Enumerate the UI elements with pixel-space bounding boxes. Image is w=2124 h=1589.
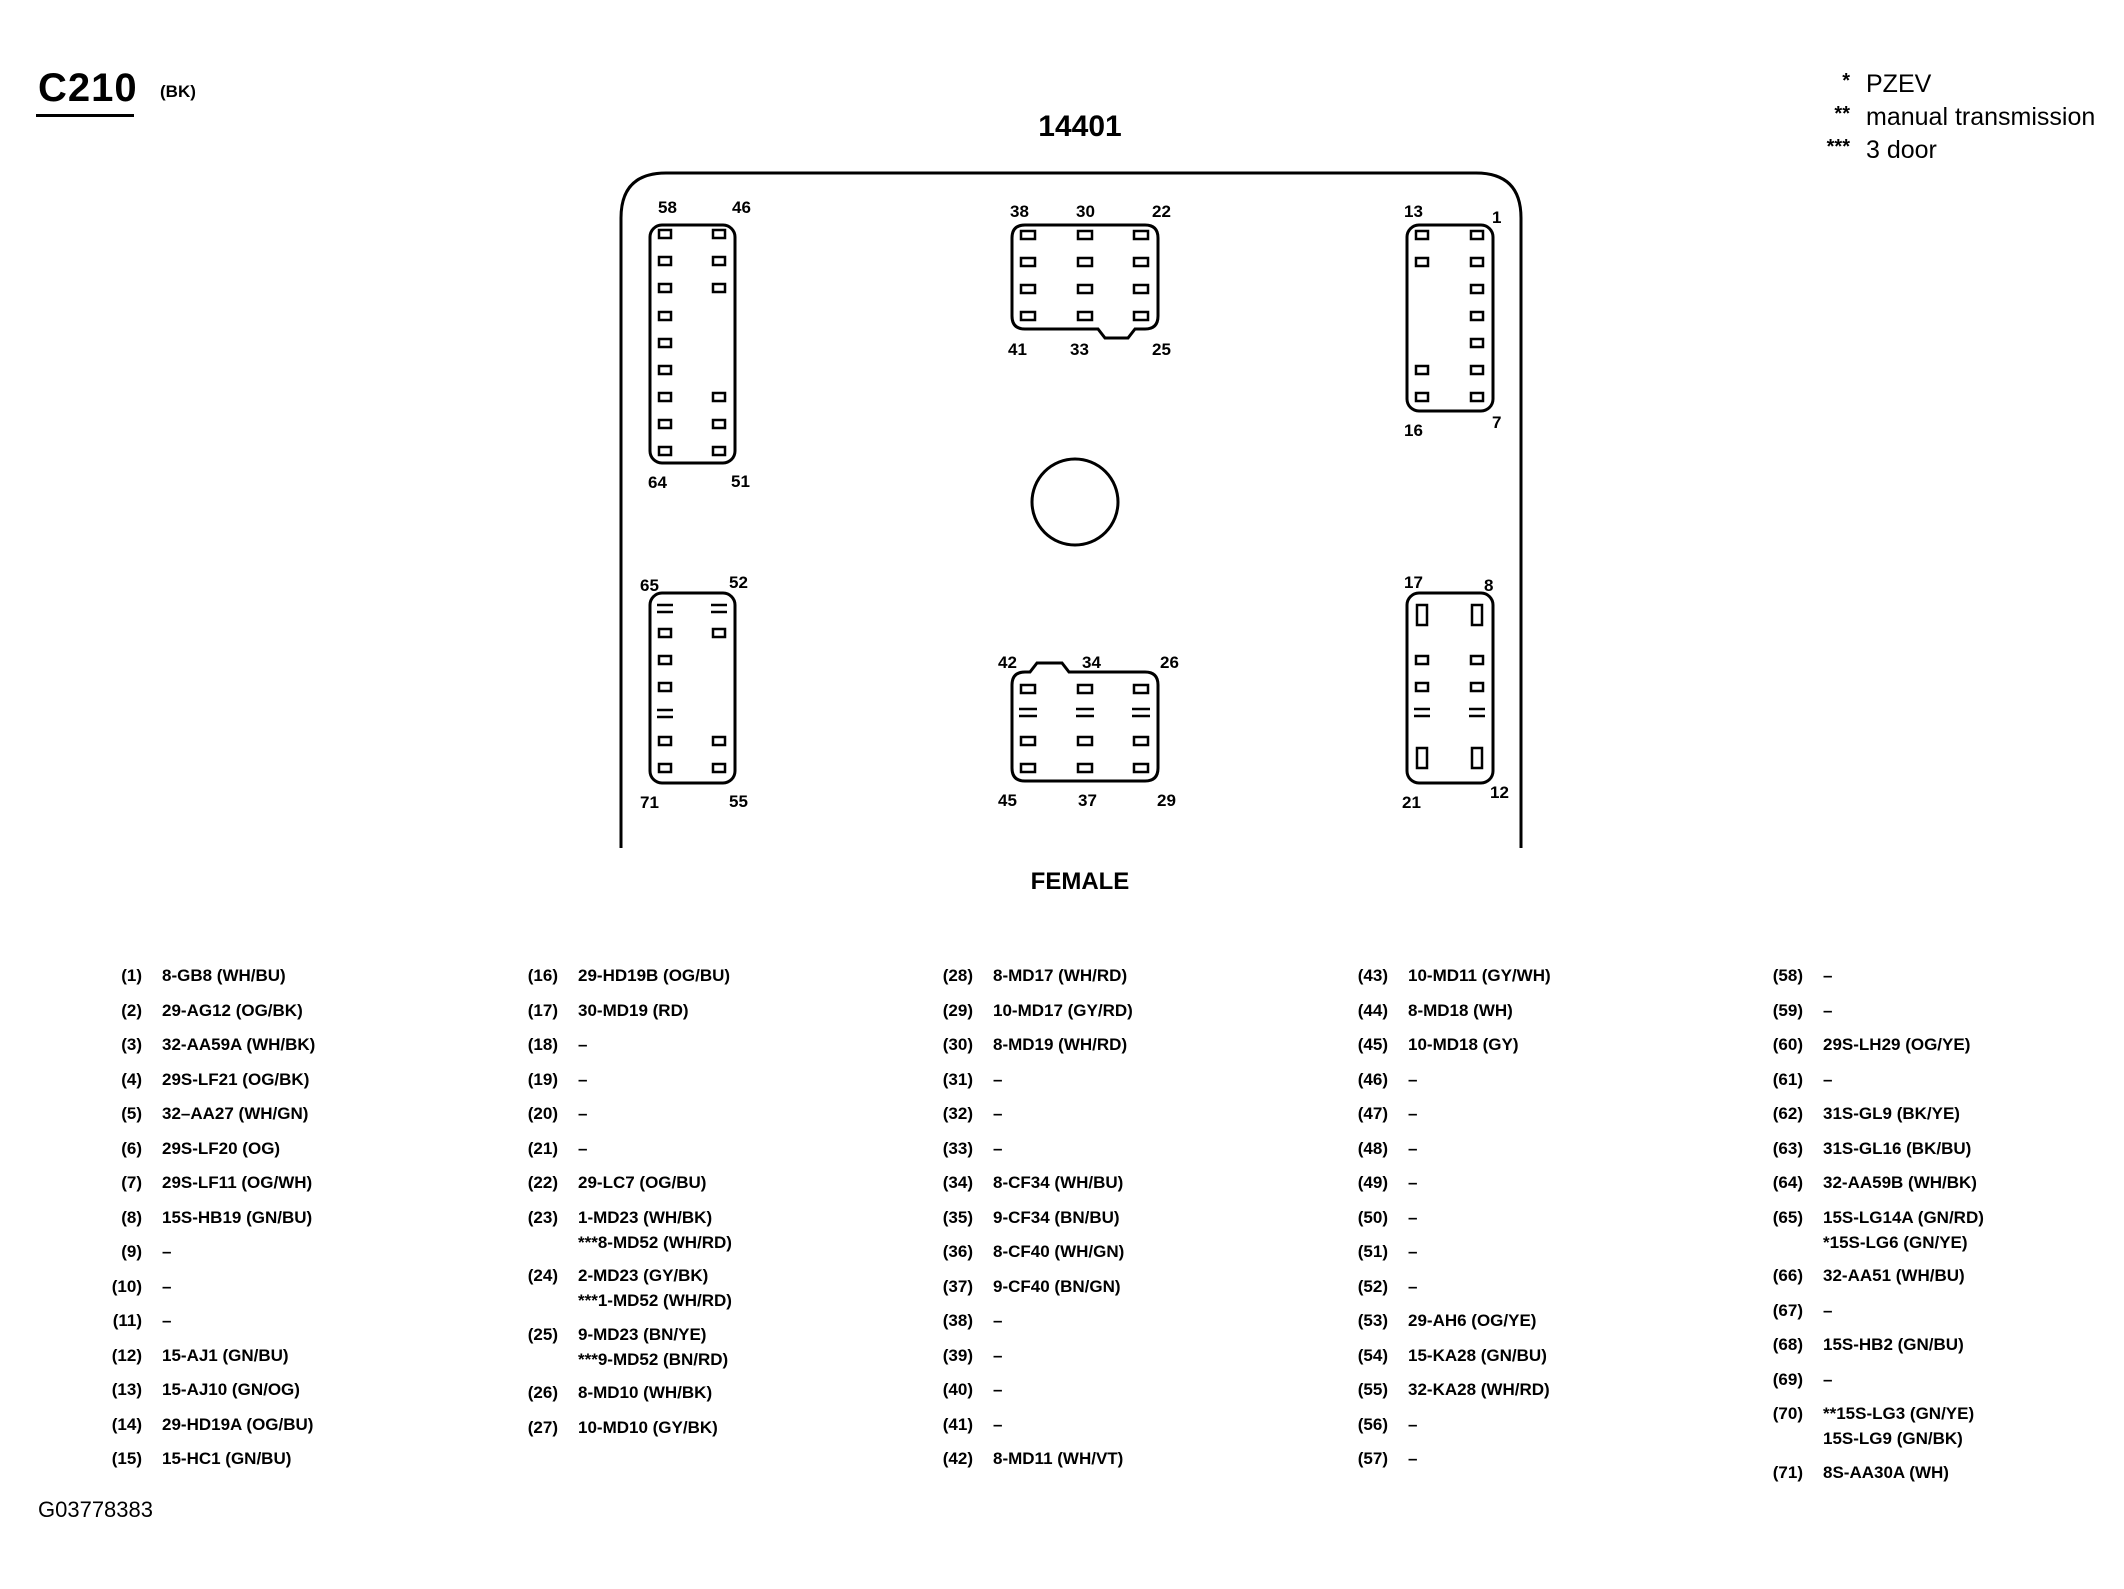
cavity-label: 8	[1484, 576, 1494, 595]
cavity-label: 30	[1076, 202, 1095, 221]
pin-number: (68)	[1772, 1335, 1803, 1354]
pin-number: (22)	[527, 1173, 558, 1192]
pin-circuit	[1823, 998, 1832, 1023]
pin-number: (58)	[1772, 966, 1803, 985]
circuit-line: –	[1823, 966, 1833, 985]
pin-circuit	[1823, 1367, 1832, 1392]
cavity-row-right	[713, 230, 725, 455]
circuit-line: 32-AA51 (WH/BU)	[1823, 1266, 1965, 1285]
pin-number: (32)	[942, 1104, 973, 1123]
pin-number: (64)	[1772, 1173, 1803, 1192]
circuit-line: 10-MD18 (GY)	[1408, 1035, 1519, 1054]
cavity-label: 26	[1160, 653, 1179, 672]
pin-circuit	[162, 1412, 313, 1437]
pin-circuit	[578, 1263, 732, 1313]
circuit-line: –	[1408, 1069, 1418, 1089]
pin-number: (28)	[942, 966, 973, 985]
circuit-line: 2-MD23 (GY/BK)	[578, 1266, 709, 1285]
pin-number: (52)	[1357, 1276, 1388, 1296]
circuit-line: *15S-LG6 (GN/YE)	[1823, 1232, 1968, 1252]
circuit-line: –	[1408, 1173, 1418, 1192]
circuit-line: 15S-HB19 (GN/BU)	[162, 1207, 313, 1227]
circuit-line: 1-MD23 (WH/BK)	[578, 1207, 713, 1227]
pin-number: (57)	[1357, 1449, 1388, 1468]
circuit-line: 29S-LF20 (OG)	[162, 1138, 281, 1158]
cavity-label: 58	[658, 198, 677, 217]
circuit-line: 32-KA28 (WH/RD)	[1408, 1380, 1550, 1399]
pin-number: (36)	[942, 1242, 973, 1261]
pin-number: (51)	[1357, 1242, 1388, 1261]
cavity-block-bottom-left	[640, 573, 748, 812]
circuit-line: –	[1408, 1276, 1418, 1296]
pin-circuit	[162, 1274, 171, 1299]
circuit-line: 15-AJ1 (GN/BU)	[162, 1345, 289, 1365]
pin-circuit	[993, 1205, 1120, 1230]
pin-number: (43)	[1357, 966, 1388, 985]
circuit-line: 9-MD23 (BN/YE)	[578, 1324, 707, 1344]
cavity-label: 64	[648, 473, 667, 492]
pin-circuit	[993, 1101, 1002, 1126]
circuit-line: –	[1823, 1369, 1833, 1389]
pin-number: (29)	[942, 1000, 973, 1020]
pin-number: (71)	[1772, 1462, 1803, 1482]
pin-circuit	[1408, 1412, 1417, 1437]
pin-number: (27)	[527, 1417, 558, 1437]
pin-circuit	[1408, 1446, 1417, 1471]
circuit-line: 8-MD18 (WH)	[1408, 1000, 1513, 1020]
circuit-line: –	[1823, 1000, 1833, 1020]
cavity-label: 55	[729, 792, 748, 811]
pin-number: (38)	[942, 1311, 973, 1330]
pin-circuit	[1408, 1274, 1417, 1299]
circuit-line: –	[578, 1138, 588, 1158]
pin-number: (56)	[1357, 1414, 1388, 1434]
pin-number: (23)	[527, 1207, 558, 1227]
circuit-line: 15-KA28 (GN/BU)	[1408, 1345, 1547, 1365]
cavity-label: 7	[1492, 413, 1502, 432]
pin-circuit	[1408, 1101, 1417, 1126]
pin-circuit	[578, 1170, 706, 1195]
cavity-label: 42	[998, 653, 1017, 672]
circuit-line: 8-MD17 (WH/RD)	[993, 966, 1128, 985]
circuit-line: 15-HC1 (GN/BU)	[162, 1449, 292, 1468]
circuit-line: 15S-LG9 (GN/BK)	[1823, 1429, 1963, 1448]
note-mark: ***	[1826, 136, 1850, 158]
connector-id: C210	[38, 66, 138, 110]
pin-circuit	[162, 1136, 280, 1161]
pin-circuit	[993, 1343, 1002, 1368]
pin-circuit	[578, 1032, 587, 1057]
circuit-line: 8-GB8 (WH/BU)	[162, 966, 286, 985]
circuit-line: –	[993, 1138, 1003, 1158]
pin-number: (63)	[1772, 1138, 1803, 1158]
cavity-label: 52	[729, 573, 748, 592]
circuit-line: –	[1408, 1242, 1418, 1261]
circuit-line: –	[1408, 1104, 1418, 1123]
pin-circuit	[1408, 1343, 1547, 1368]
pin-circuit	[1823, 1332, 1964, 1357]
pin-number: (44)	[1357, 1000, 1388, 1020]
pin-circuit	[1408, 1239, 1417, 1264]
connector-outline	[621, 173, 1521, 848]
keying-circle	[1032, 459, 1118, 545]
pin-number: (6)	[121, 1138, 142, 1158]
circuit-line: –	[993, 1345, 1003, 1365]
pin-number: (61)	[1772, 1069, 1803, 1089]
circuit-line: 15S-LG14A (GN/RD)	[1823, 1207, 1984, 1227]
pin-circuit	[1823, 1263, 1965, 1288]
pin-circuit	[162, 1067, 309, 1092]
circuit-line: –	[993, 1311, 1003, 1330]
pin-number: (1)	[121, 966, 142, 985]
pin-circuit	[993, 1170, 1123, 1195]
circuit-line: –	[578, 1035, 588, 1054]
pin-circuit	[1408, 998, 1513, 1023]
cavity-label: 16	[1404, 421, 1423, 440]
pin-circuit	[578, 963, 730, 988]
pin-number: (25)	[527, 1324, 558, 1344]
cavity-label: 46	[732, 198, 751, 217]
circuit-line: 8-MD11 (WH/VT)	[993, 1449, 1124, 1468]
cavity-label: 51	[731, 472, 750, 491]
pin-number: (14)	[111, 1414, 142, 1434]
pin-circuit	[993, 963, 1127, 988]
pin-circuit	[162, 1308, 171, 1333]
circuit-line: –	[162, 1311, 172, 1330]
circuit-line: –	[993, 1104, 1003, 1123]
pin-circuit	[162, 1170, 312, 1195]
pin-number: (21)	[527, 1138, 558, 1158]
circuit-line: –	[993, 1380, 1003, 1399]
circuit-line: ***9-MD52 (BN/RD)	[578, 1349, 729, 1369]
circuit-line: 8-MD10 (WH/BK)	[578, 1383, 713, 1402]
circuit-line: **15S-LG3 (GN/YE)	[1823, 1404, 1975, 1423]
pin-number: (19)	[527, 1069, 558, 1089]
pin-circuit	[1823, 1067, 1832, 1092]
circuit-line: 9-CF40 (BN/GN)	[993, 1276, 1121, 1296]
circuit-line: 32–AA27 (WH/GN)	[162, 1104, 309, 1123]
pin-number: (70)	[1772, 1404, 1803, 1423]
pin-circuit	[1408, 1170, 1417, 1195]
document-id: G03778383	[38, 1497, 153, 1522]
pin-number: (31)	[942, 1069, 973, 1089]
pin-number: (49)	[1357, 1173, 1388, 1192]
pin-circuit	[993, 1032, 1127, 1057]
connector-gender: FEMALE	[1030, 868, 1130, 895]
circuit-line: 31S-GL9 (BK/YE)	[1823, 1104, 1960, 1123]
connector-color: (BK)	[160, 82, 196, 101]
pin-circuit	[1823, 963, 1832, 988]
pin-circuit	[1823, 1170, 1977, 1195]
pin-number: (34)	[942, 1173, 973, 1192]
cavity-label: 38	[1010, 202, 1029, 221]
pin-circuit	[993, 1308, 1002, 1333]
pin-number: (40)	[942, 1380, 973, 1399]
cavity-label: 22	[1152, 202, 1171, 221]
cavity-label: 21	[1402, 793, 1421, 812]
cavity-label: 45	[998, 791, 1017, 810]
circuit-line: 29S-LF11 (OG/WH)	[162, 1173, 313, 1192]
circuit-line: 29-HD19A (OG/BU)	[162, 1414, 314, 1434]
circuit-line: 29-LC7 (OG/BU)	[578, 1173, 707, 1192]
cavity-block-bottom-center	[998, 653, 1179, 810]
pin-number: (53)	[1357, 1311, 1388, 1330]
pin-circuit	[1823, 1136, 1971, 1161]
pin-circuit	[578, 1415, 718, 1440]
pin-number: (67)	[1772, 1300, 1803, 1320]
circuit-line: –	[1408, 1138, 1418, 1158]
pin-circuit	[578, 1101, 587, 1126]
pin-circuit	[1823, 1032, 1970, 1057]
pin-number: (42)	[942, 1449, 973, 1468]
circuit-line: 15S-HB2 (GN/BU)	[1823, 1335, 1964, 1354]
pin-number: (15)	[111, 1449, 142, 1468]
pin-number: (37)	[942, 1276, 973, 1296]
pin-circuit	[993, 1239, 1124, 1264]
pin-circuit	[1408, 1205, 1417, 1230]
circuit-line: 10-MD10 (GY/BK)	[578, 1417, 718, 1437]
pin-number: (39)	[942, 1345, 973, 1365]
circuit-line: 8S-AA30A (WH)	[1823, 1462, 1949, 1482]
cavity-label: 41	[1008, 340, 1027, 359]
pin-number: (47)	[1357, 1104, 1388, 1123]
pin-circuit	[162, 1377, 300, 1402]
pin-circuit	[162, 1101, 308, 1126]
pin-circuit	[578, 1136, 587, 1161]
pin-number: (48)	[1357, 1138, 1388, 1158]
circuit-line: 10-MD11 (GY/WH)	[1408, 966, 1551, 985]
pin-number: (4)	[121, 1069, 142, 1089]
cavity-block-bottom-right	[1402, 573, 1509, 812]
pin-circuit	[1823, 1298, 1832, 1323]
pin-number: (65)	[1772, 1207, 1803, 1227]
cavity-label: 34	[1082, 653, 1101, 672]
pin-circuit	[578, 998, 689, 1023]
part-number: 14401	[1038, 110, 1122, 143]
cavity-block-top-left	[648, 198, 751, 492]
circuit-line: 29-AG12 (OG/BK)	[162, 1000, 303, 1020]
pin-number: (20)	[527, 1104, 558, 1123]
pin-number: (8)	[121, 1207, 142, 1227]
cavity-label: 33	[1070, 340, 1089, 359]
note-mark: *	[1842, 70, 1850, 92]
pin-number: (35)	[942, 1207, 973, 1227]
pin-circuit	[162, 963, 286, 988]
circuit-line: –	[1823, 1300, 1833, 1320]
cavity-row-left	[659, 230, 671, 455]
pin-circuit	[1823, 1401, 1974, 1451]
cavity-label: 17	[1404, 573, 1423, 592]
circuit-line: 8-CF34 (WH/BU)	[993, 1173, 1124, 1192]
circuit-line: –	[578, 1104, 588, 1123]
pin-circuit	[1408, 1377, 1550, 1402]
pin-number: (7)	[121, 1173, 142, 1192]
pin-circuit	[993, 998, 1133, 1023]
pin-circuit	[993, 1377, 1002, 1402]
circuit-line: –	[1823, 1069, 1833, 1089]
pin-circuit	[993, 1412, 1002, 1437]
cavity-label: 71	[640, 793, 659, 812]
cavity-label: 29	[1157, 791, 1176, 810]
pin-number: (41)	[942, 1414, 973, 1434]
pin-circuit	[578, 1205, 732, 1255]
pin-number: (33)	[942, 1138, 973, 1158]
circuit-line: –	[993, 1414, 1003, 1434]
circuit-line: ***8-MD52 (WH/RD)	[578, 1232, 732, 1252]
pin-circuit	[578, 1380, 712, 1405]
pin-circuit	[1408, 1032, 1519, 1057]
pin-circuit	[162, 1343, 289, 1368]
cavity-label: 25	[1152, 340, 1171, 359]
pin-number: (11)	[112, 1311, 142, 1330]
pin-number: (18)	[527, 1035, 558, 1054]
circuit-line: –	[578, 1069, 588, 1089]
note-text: manual transmission	[1866, 103, 2096, 131]
circuit-line: 31S-GL16 (BK/BU)	[1823, 1138, 1972, 1158]
circuit-line: –	[162, 1276, 172, 1296]
pin-number: (62)	[1772, 1104, 1803, 1123]
circuit-line: 8-MD19 (WH/RD)	[993, 1035, 1128, 1054]
cavity-label: 65	[640, 576, 659, 595]
note-mark: **	[1834, 103, 1850, 125]
pin-circuit	[1408, 1308, 1536, 1333]
pin-number: (26)	[527, 1383, 558, 1402]
pin-number: (2)	[121, 1000, 142, 1020]
cavity-block-top-center	[1008, 202, 1171, 359]
pin-circuit	[1823, 1101, 1960, 1126]
circuit-line: ***1-MD52 (WH/RD)	[578, 1291, 732, 1310]
circuit-line: 30-MD19 (RD)	[578, 1000, 689, 1020]
pin-circuit	[162, 1205, 312, 1230]
pin-circuit	[1408, 1067, 1417, 1092]
pin-number: (46)	[1357, 1069, 1388, 1089]
pin-number: (12)	[111, 1345, 142, 1365]
cavity-label: 37	[1078, 791, 1097, 810]
pin-circuit	[578, 1067, 587, 1092]
note-text: 3 door	[1866, 136, 1937, 164]
pin-circuit	[162, 1239, 171, 1264]
circuit-line: 29-HD19B (OG/BU)	[578, 966, 731, 985]
circuit-line: –	[1408, 1207, 1418, 1227]
circuit-line: –	[993, 1069, 1003, 1089]
pin-number: (16)	[527, 966, 558, 985]
pin-number: (54)	[1357, 1345, 1388, 1365]
cavity-block-top-right	[1404, 202, 1501, 440]
circuit-line: 29S-LH29 (OG/YE)	[1823, 1035, 1971, 1054]
circuit-line: 9-CF34 (BN/BU)	[993, 1207, 1120, 1227]
pin-number: (45)	[1357, 1035, 1388, 1054]
pin-number: (17)	[527, 1000, 558, 1020]
pin-circuit	[993, 1274, 1121, 1299]
pin-number: (55)	[1357, 1380, 1388, 1399]
pin-number: (5)	[121, 1104, 142, 1123]
circuit-line: 29-AH6 (OG/YE)	[1408, 1311, 1537, 1330]
pin-number: (50)	[1357, 1207, 1388, 1227]
pin-circuit	[578, 1322, 728, 1372]
pin-number: (10)	[111, 1276, 142, 1296]
pin-number: (24)	[527, 1266, 558, 1285]
pin-number: (60)	[1772, 1035, 1803, 1054]
circuit-line: –	[1408, 1414, 1418, 1434]
cavity-label: 1	[1492, 208, 1502, 227]
circuit-line: 15-AJ10 (GN/OG)	[162, 1380, 300, 1399]
pin-number: (9)	[121, 1242, 142, 1261]
pin-number: (13)	[111, 1380, 142, 1399]
circuit-line: 29S-LF21 (OG/BK)	[162, 1069, 310, 1089]
circuit-line: 32-AA59B (WH/BK)	[1823, 1173, 1977, 1192]
circuit-line: –	[162, 1242, 172, 1261]
note-text: PZEV	[1866, 70, 1932, 98]
pin-circuit	[1823, 1205, 1984, 1255]
pin-circuit	[993, 1067, 1002, 1092]
pin-number: (30)	[942, 1035, 973, 1054]
pin-number: (69)	[1772, 1369, 1803, 1389]
pin-circuit	[162, 1032, 315, 1057]
pin-circuit	[162, 998, 303, 1023]
circuit-line: 32-AA59A (WH/BK)	[162, 1035, 316, 1054]
circuit-line: –	[1408, 1449, 1418, 1468]
pin-circuit	[1823, 1460, 1949, 1485]
pin-circuit	[1408, 963, 1551, 988]
cavity-label: 12	[1490, 783, 1509, 802]
circuit-line: 10-MD17 (GY/RD)	[993, 1000, 1133, 1020]
pin-circuit	[1408, 1136, 1417, 1161]
pin-number: (59)	[1772, 1000, 1803, 1020]
pin-circuit	[993, 1446, 1123, 1471]
cavity-label: 13	[1404, 202, 1423, 221]
pin-circuit	[162, 1446, 291, 1471]
pin-number: (66)	[1772, 1266, 1803, 1285]
pin-number: (3)	[121, 1035, 142, 1054]
circuit-line: 8-CF40 (WH/GN)	[993, 1242, 1125, 1261]
pin-circuit	[993, 1136, 1002, 1161]
